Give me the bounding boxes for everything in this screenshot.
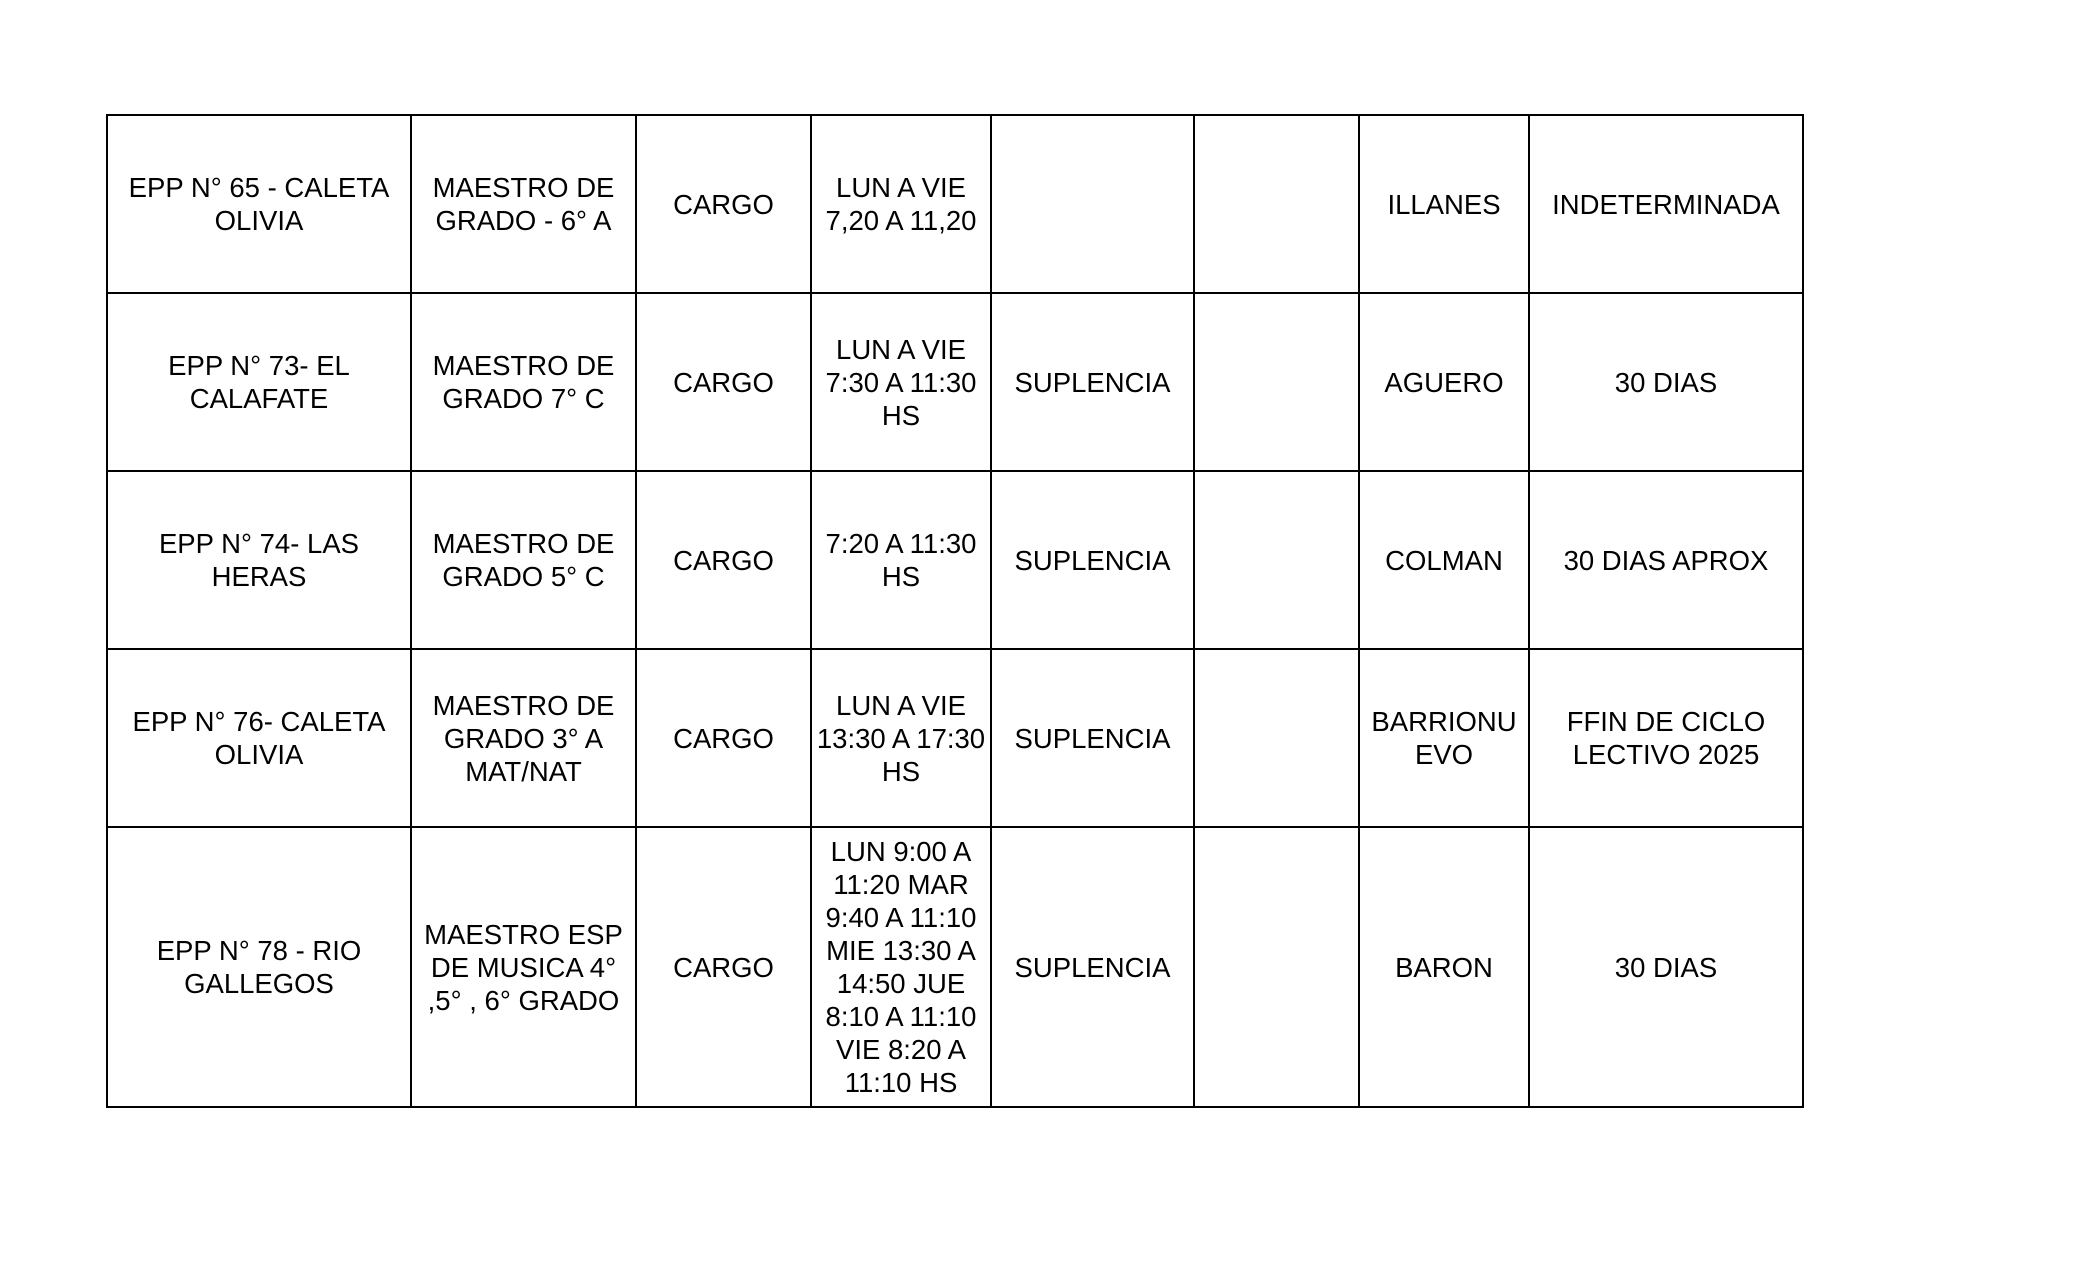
notes-cell (1194, 471, 1359, 649)
situation-cell (991, 115, 1194, 293)
situation-cell: SUPLENCIA (991, 293, 1194, 471)
teacher-cell: AGUERO (1359, 293, 1529, 471)
position-cell: MAESTRO DE GRADO - 6° A (411, 115, 636, 293)
teacher-cell: COLMAN (1359, 471, 1529, 649)
duration-cell: 30 DIAS APROX (1529, 471, 1803, 649)
school-cell: EPP N° 76- CALETA OLIVIA (107, 649, 411, 827)
teacher-cell: BARON (1359, 827, 1529, 1107)
schedule-cell: LUN A VIE 13:30 A 17:30 HS (811, 649, 991, 827)
school-cell: EPP N° 74- LAS HERAS (107, 471, 411, 649)
school-cell: EPP N° 78 - RIO GALLEGOS (107, 827, 411, 1107)
table-row (107, 293, 1803, 471)
table-row (107, 649, 1803, 827)
duration-cell: 30 DIAS (1529, 293, 1803, 471)
situation-cell: SUPLENCIA (991, 827, 1194, 1107)
duration-cell: FFIN DE CICLO LECTIVO 2025 (1529, 649, 1803, 827)
teacher-cell: ILLANES (1359, 115, 1529, 293)
school-cell: EPP N° 65 - CALETA OLIVIA (107, 115, 411, 293)
table-row (107, 471, 1803, 649)
schedule-cell: 7:20 A 11:30 HS (811, 471, 991, 649)
situation-cell: SUPLENCIA (991, 471, 1194, 649)
notes-cell (1194, 827, 1359, 1107)
position-cell: MAESTRO DE GRADO 3° A MAT/NAT (411, 649, 636, 827)
notes-cell (1194, 649, 1359, 827)
type-cell: CARGO (636, 471, 811, 649)
position-cell: MAESTRO ESP DE MUSICA 4° ,5° , 6° GRADO (411, 827, 636, 1107)
vacancy-table (106, 114, 1804, 1108)
situation-cell: SUPLENCIA (991, 649, 1194, 827)
position-cell: MAESTRO DE GRADO 7° C (411, 293, 636, 471)
notes-cell (1194, 115, 1359, 293)
schedule-cell: LUN A VIE 7:30 A 11:30 HS (811, 293, 991, 471)
table-row (107, 827, 1803, 1107)
duration-cell: 30 DIAS (1529, 827, 1803, 1107)
notes-cell (1194, 293, 1359, 471)
teacher-cell: BARRIONU EVO (1359, 649, 1529, 827)
type-cell: CARGO (636, 827, 811, 1107)
position-cell: MAESTRO DE GRADO 5° C (411, 471, 636, 649)
table-row (107, 115, 1803, 293)
duration-cell: INDETERMINADA (1529, 115, 1803, 293)
type-cell: CARGO (636, 649, 811, 827)
type-cell: CARGO (636, 293, 811, 471)
schedule-cell: LUN A VIE 7,20 A 11,20 (811, 115, 991, 293)
type-cell: CARGO (636, 115, 811, 293)
school-cell: EPP N° 73- EL CALAFATE (107, 293, 411, 471)
schedule-cell: LUN 9:00 A 11:20 MAR 9:40 A 11:10 MIE 13:30 A 14:50 JUE 8:10 A 11:10 VIE 8:20 A 11:10 HS (811, 827, 991, 1107)
